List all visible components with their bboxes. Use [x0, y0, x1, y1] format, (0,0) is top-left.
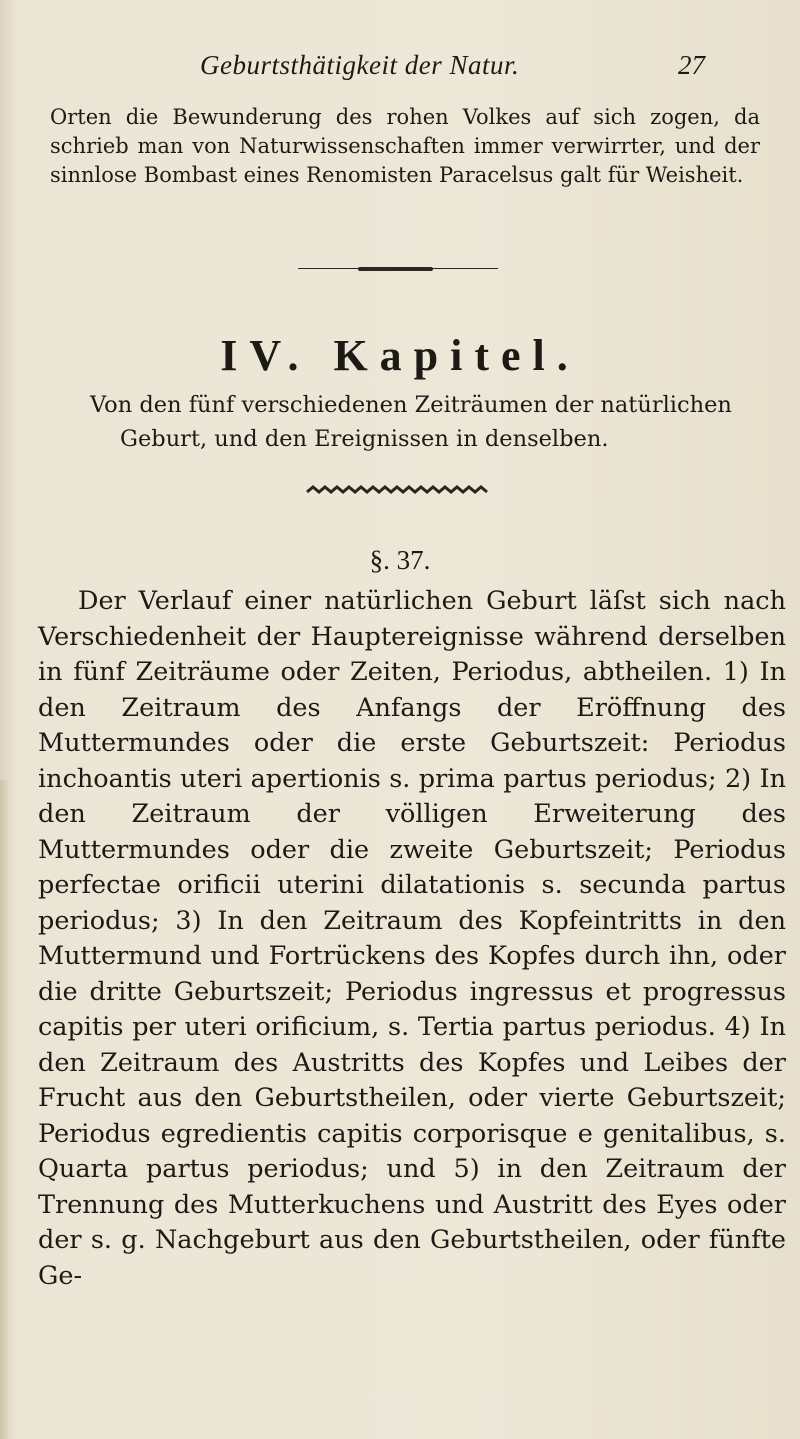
section-body [38, 584, 786, 1294]
chapter-subtitle-line-2: Geburt, und den Ereignissen in denselben. [120, 426, 609, 452]
page-header [200, 50, 705, 90]
section-divider-rule [298, 267, 498, 271]
page-number: 27 [678, 50, 705, 80]
intro-paragraph: Orten die Bewunderung des rohen Volkes auf sich zogen, da schrieb man von Naturwissenschaften immer verwirrter, und der sinnlose Bombast eines Renomisten Paracelsus galt für Weisheit. [50, 105, 760, 187]
chapter-heading: IV. Kapitel. [220, 331, 580, 380]
section-body-text: Der Verlauf einer natürlichen Geburt läſst sich nach Verschiedenheit der Hauptereignisse während derselben in fünf Zeiträume oder Zeiten, Periodus, abtheilen. 1) In den Zeitraum des Anfangs der Eröffnung des Muttermundes oder die erste Geburtszeit: Periodus inchoantis uteri apertionis s. prima partus periodus; 2) In den Zeitraum der völligen Erweiterung des Muttermundes oder die zweite Geburtszeit; Periodus perfectae orificii uterini dilatationis s. secunda partus periodus; 3) In den Zeitraum des Kopfeintritts in den Muttermund und Fortrückens des Kopfes durch ihn, oder die dritte Geburtszeit; Periodus ingressus et progressus capitis per uteri orificium, s. Tertia partus periodus. 4) In den Zeitraum des Austritts des Kopfes und Leibes der Frucht aus den Geburtstheilen, oder vierte Geburtszeit; Periodus egredientis capitis corporisque e genitalibus, s. Quarta partus periodus; und 5) in den Zeitraum der Trennung des Mutterkuchens und Austritt des Eyes oder der s. g. Nachgeburt aus den Geburtstheilen, oder fünfte Ge- [38, 586, 786, 1291]
chapter-subtitle-line-1: Von den fünf verschiedenen Zeiträumen der natürlichen [90, 392, 732, 418]
running-title: Geburtsthätigkeit der Natur. [200, 50, 520, 80]
section-number: §. 37. [369, 545, 431, 575]
chapter-subtitle [90, 388, 800, 456]
page-edge-shadow [0, 780, 10, 1439]
wavy-ornament [0, 484, 800, 500]
